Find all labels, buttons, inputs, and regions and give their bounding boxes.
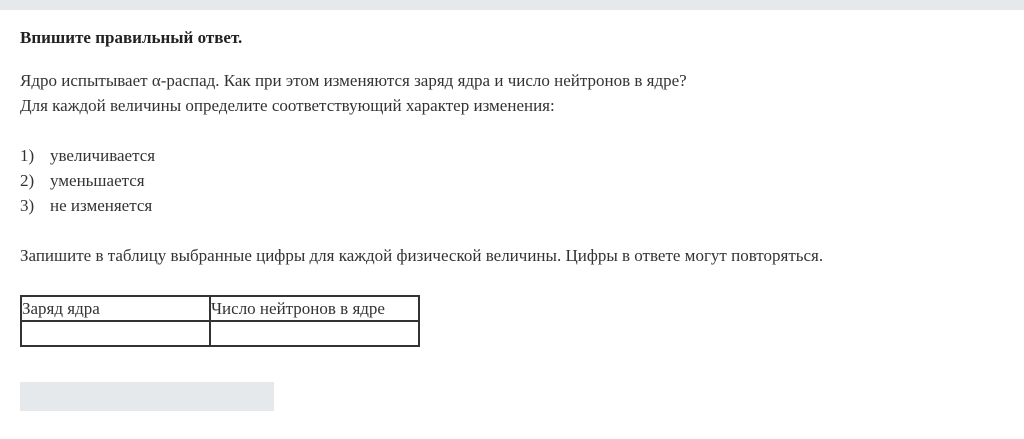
question-line-2: Для каждой величины определите соответствующий характер изменения: <box>20 96 555 115</box>
header-neutrons: Число нейтронов в ядре <box>210 296 419 321</box>
answer-table <box>20 295 420 347</box>
table-instruction: Запишите в таблицу выбранные цифры для каждой физической величины. Цифры в ответе могут повторяться. <box>20 246 824 265</box>
option-label: увеличивается <box>50 146 156 165</box>
top-bar <box>0 0 1024 10</box>
option-item <box>20 143 1000 168</box>
option-label: не изменяется <box>50 196 153 215</box>
answer-table-input-row <box>21 321 419 346</box>
answer-cell-neutrons[interactable] <box>210 321 419 346</box>
option-number: 1) <box>20 146 35 165</box>
option-label: уменьшается <box>50 171 145 190</box>
answer-field[interactable] <box>20 382 274 411</box>
question-text <box>20 68 1000 118</box>
question-line-1: Ядро испытывает α-распад. Как при этом изменяются заряд ядра и число нейтронов в ядре? <box>20 71 687 90</box>
option-item <box>20 193 1000 218</box>
header-charge: Заряд ядра <box>21 296 210 321</box>
options-list <box>20 143 1000 218</box>
answer-table-header-row <box>21 296 419 321</box>
task-content <box>20 26 1000 347</box>
option-number: 2) <box>20 171 35 190</box>
task-instruction: Впишите правильный ответ. <box>20 28 243 47</box>
option-number: 3) <box>20 196 35 215</box>
answer-cell-charge[interactable] <box>21 321 210 346</box>
option-item <box>20 168 1000 193</box>
